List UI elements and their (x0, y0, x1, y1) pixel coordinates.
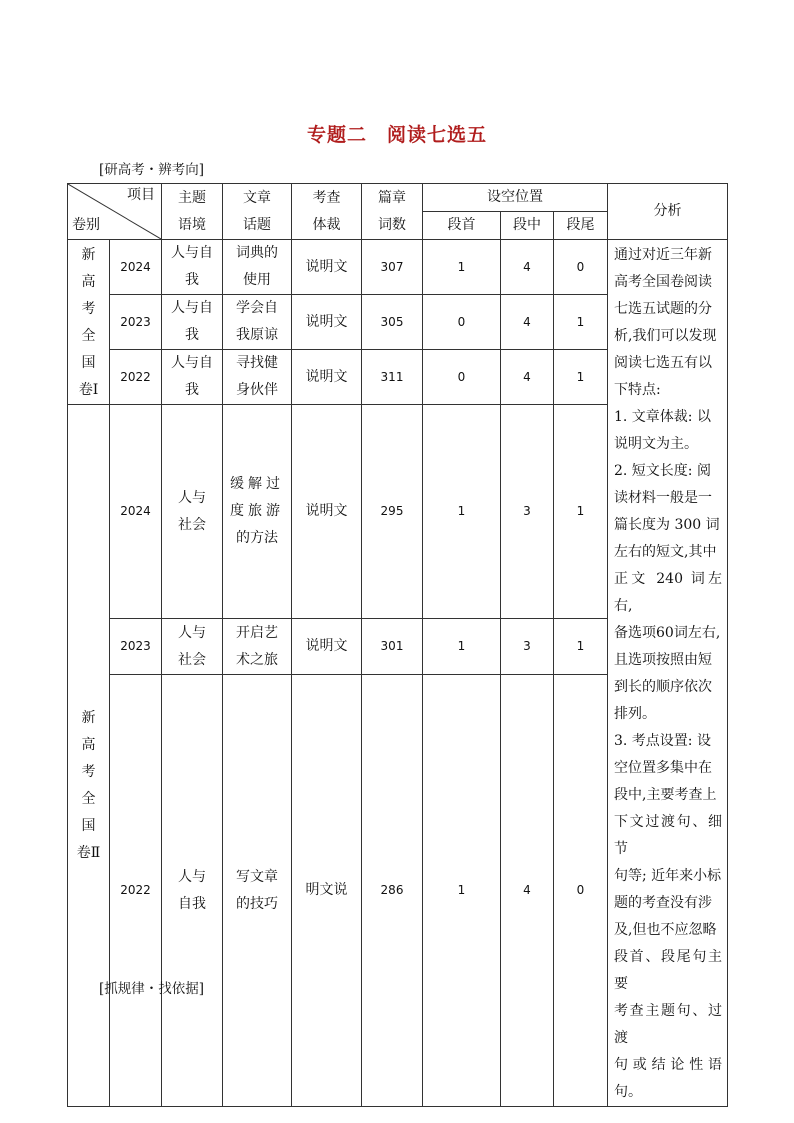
topic-cell: 寻找健 身伙伴 (223, 350, 292, 405)
volume-cell-1: 新 高 考 全 国 卷Ⅰ (68, 240, 110, 405)
header-words: 篇章 词数 (362, 184, 423, 240)
section-label: [研高考・辨考向] (99, 162, 205, 178)
header-diagonal-cell (68, 184, 162, 240)
year-cell: 2022 (110, 675, 162, 1107)
table-row (68, 240, 728, 295)
genre-cell: 说明文 (292, 405, 362, 619)
genre-cell: 说明文 (292, 350, 362, 405)
topic-cell: 词典的 使用 (223, 240, 292, 295)
footer-label: [抓规律・找依据] (99, 981, 205, 997)
start-cell: 0 (423, 350, 501, 405)
header-genre: 考查 体裁 (292, 184, 362, 240)
end-cell: 0 (554, 240, 608, 295)
words-cell: 305 (362, 295, 423, 350)
genre-cell: 明文说 (292, 675, 362, 1107)
words-cell: 295 (362, 405, 423, 619)
header-pos-end: 段尾 (554, 212, 608, 240)
words-cell: 286 (362, 675, 423, 1107)
middle-cell: 4 (501, 675, 554, 1107)
genre-cell: 说明文 (292, 295, 362, 350)
header-item: 项目 (127, 187, 155, 203)
end-cell: 0 (554, 675, 608, 1107)
start-cell: 1 (423, 405, 501, 619)
words-cell: 311 (362, 350, 423, 405)
middle-cell: 3 (501, 405, 554, 619)
middle-cell: 4 (501, 350, 554, 405)
topic-cell: 缓解过 度旅游 的方法 (223, 405, 292, 619)
middle-cell: 3 (501, 619, 554, 675)
year-cell: 2023 (110, 295, 162, 350)
end-cell: 1 (554, 295, 608, 350)
topic-cell: 开启艺 术之旅 (223, 619, 292, 675)
end-cell: 1 (554, 619, 608, 675)
header-pos-middle: 段中 (501, 212, 554, 240)
header-theme: 主题 语境 (162, 184, 223, 240)
end-cell: 1 (554, 350, 608, 405)
middle-cell: 4 (501, 240, 554, 295)
year-cell: 2022 (110, 350, 162, 405)
header-pos-start: 段首 (423, 212, 501, 240)
header-analysis: 分析 (608, 184, 728, 240)
theme-cell: 人与 社会 (162, 619, 223, 675)
year-cell: 2024 (110, 240, 162, 295)
end-cell: 1 (554, 405, 608, 619)
topic-cell: 学会自 我原谅 (223, 295, 292, 350)
year-cell: 2024 (110, 405, 162, 619)
page-title: 专题二 阅读七选五 (306, 124, 487, 146)
genre-cell: 说明文 (292, 619, 362, 675)
words-cell: 307 (362, 240, 423, 295)
theme-cell: 人与自 我 (162, 240, 223, 295)
words-cell: 301 (362, 619, 423, 675)
theme-cell: 人与 自我 (162, 675, 223, 1107)
volume-cell-2: 新 高 考 全 国 卷Ⅱ (68, 405, 110, 1107)
header-volume: 卷别 (72, 217, 100, 233)
header-topic: 文章 话题 (223, 184, 292, 240)
start-cell: 1 (423, 240, 501, 295)
start-cell: 0 (423, 295, 501, 350)
analysis-cell: 通过对近三年新 高考全国卷阅读 七选五试题的分 析,我们可以发现 阅读七选五有以 下特点: 1. 文章体裁: 以 说明文为主。 2. 短文长度: 阅 读材料一般是一 篇长度为 300 词 左右的短文,其中 正文 240 词左右, 备选项60词左右, 且选项按照由短 到长的顺序依次 排列。 3. 考点设置: 设 空位置多集中在 段中,主要考查上 下文过渡句、细节 句等; 近年来小标 题的考查没有涉 及,但也不应忽略 段首、段尾句主要 考查主题句、过渡 句或结论性语句。 (608, 240, 728, 1107)
genre-cell: 说明文 (292, 240, 362, 295)
theme-cell: 人与自 我 (162, 350, 223, 405)
start-cell: 1 (423, 619, 501, 675)
theme-cell: 人与自 我 (162, 295, 223, 350)
theme-cell: 人与 社会 (162, 405, 223, 619)
middle-cell: 4 (501, 295, 554, 350)
header-position: 设空位置 (423, 184, 608, 212)
start-cell: 1 (423, 675, 501, 1107)
topic-cell: 写文章 的技巧 (223, 675, 292, 1107)
year-cell: 2023 (110, 619, 162, 675)
exam-analysis-table (67, 183, 728, 1107)
